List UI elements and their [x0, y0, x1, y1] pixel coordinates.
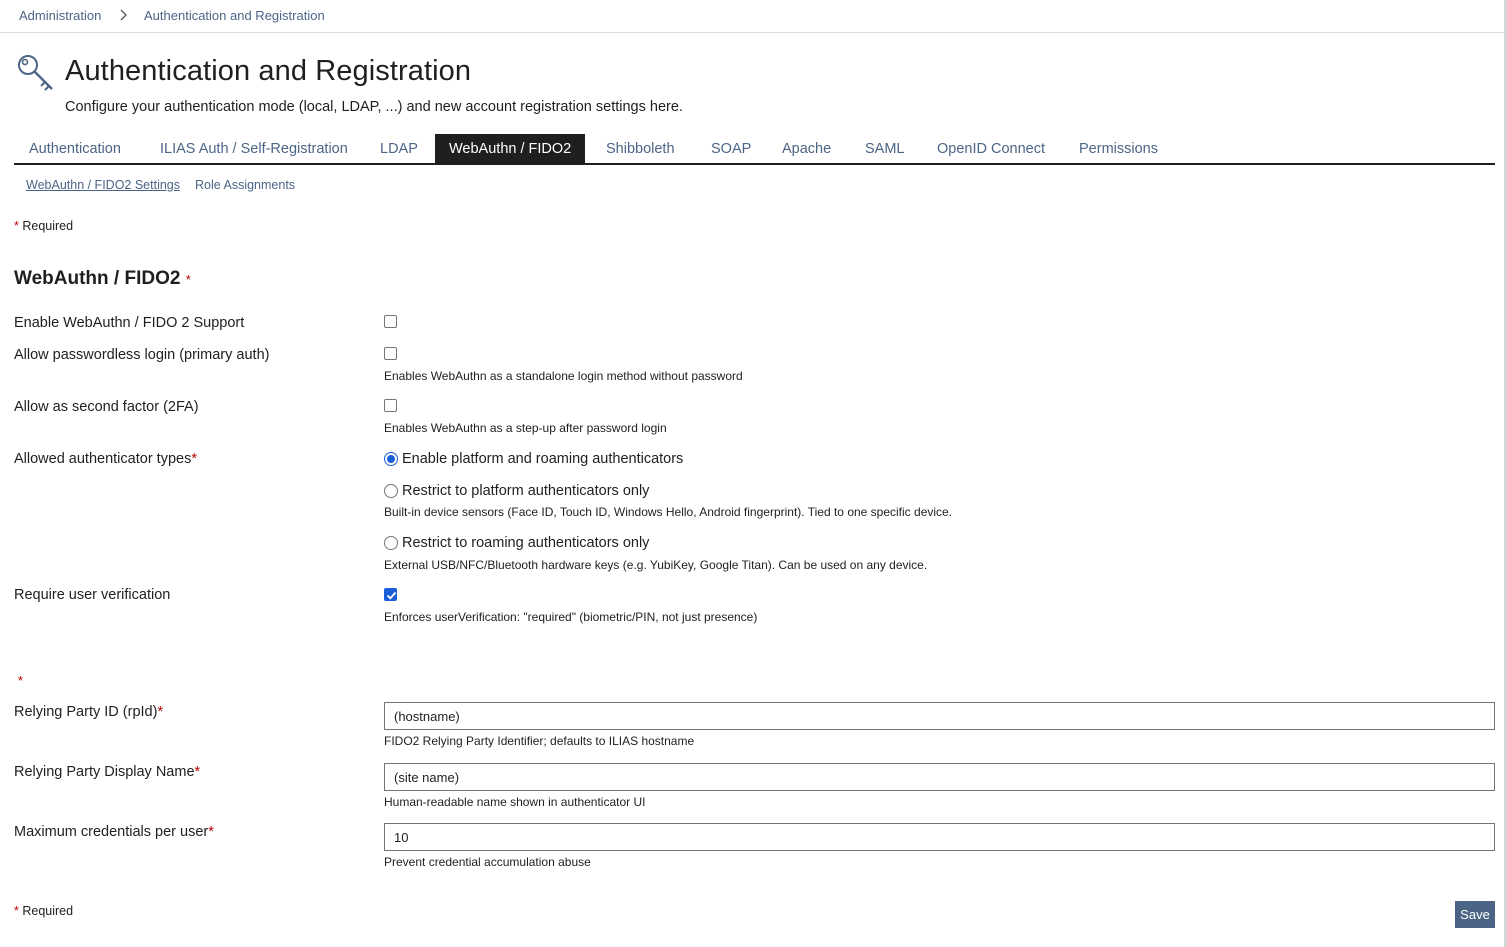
- key-icon: [16, 53, 58, 93]
- required-star: *: [191, 451, 197, 467]
- tab-saml[interactable]: SAML: [865, 141, 905, 157]
- tab-authentication[interactable]: Authentication: [29, 141, 121, 157]
- rp-name-input[interactable]: [384, 763, 1495, 791]
- tab-apache[interactable]: Apache: [782, 141, 832, 157]
- authenticator-types-label-text: Allowed authenticator types: [14, 451, 192, 467]
- page-description: Configure your authentication mode (local, LDAP, ...) and new account registration settings here.: [65, 99, 683, 115]
- max-credentials-label-text: Maximum credentials per user: [14, 824, 209, 840]
- radio-roaming-only-label[interactable]: Restrict to roaming authenticators only: [402, 535, 650, 551]
- enable-webauthn-checkbox[interactable]: [384, 315, 397, 328]
- required-text: Required: [22, 904, 74, 918]
- required-star: *: [157, 704, 164, 720]
- rp-name-label-text: Relying Party Display Name: [14, 764, 195, 780]
- main-tabs: [14, 134, 1495, 165]
- subtab-role-assignments[interactable]: Role Assignments: [195, 178, 296, 192]
- tab-ilias-auth[interactable]: ILIAS Auth / Self-Registration: [160, 141, 348, 157]
- roaming-only-byline: External USB/NFC/Bluetooth hardware keys (e.g. YubiKey, Google Titan). Can be used on any device.: [384, 558, 928, 572]
- rp-id-byline: FIDO2 Relying Party Identifier; defaults to ILIAS hostname: [384, 734, 695, 748]
- save-button[interactable]: Save: [1455, 901, 1495, 928]
- chevron-right-icon: [119, 8, 129, 22]
- second-factor-label: Allow as second factor (2FA): [14, 399, 199, 415]
- rp-name-label: [14, 764, 200, 780]
- radio-platform-only[interactable]: [384, 484, 398, 498]
- passwordless-checkbox[interactable]: [384, 347, 397, 360]
- user-verification-byline: Enforces userVerification: "required" (biometric/PIN, not just presence): [384, 610, 758, 624]
- tab-shibboleth[interactable]: Shibboleth: [606, 141, 675, 157]
- tab-soap[interactable]: SOAP: [711, 141, 752, 157]
- page-title: Authentication and Registration: [65, 55, 472, 87]
- tab-permissions[interactable]: Permissions: [1079, 141, 1158, 157]
- required-note-top: [14, 219, 73, 233]
- required-star: *: [14, 904, 19, 918]
- required-star: *: [208, 824, 214, 840]
- rp-id-label: [14, 704, 163, 720]
- checkmark-icon: [386, 590, 397, 601]
- breadcrumb-authentication-registration[interactable]: Authentication and Registration: [144, 8, 325, 23]
- tab-webauthn-fido2[interactable]: WebAuthn / FIDO2: [435, 134, 585, 163]
- platform-only-byline: Built-in device sensors (Face ID, Touch ID, Windows Hello, Android fingerprint). Tied to one specific device.: [384, 505, 953, 519]
- section-title: [14, 268, 191, 290]
- rp-id-input[interactable]: [384, 702, 1495, 730]
- required-star: *: [194, 764, 201, 780]
- second-factor-byline: Enables WebAuthn as a step-up after password login: [384, 421, 667, 435]
- user-verification-label: Require user verification: [14, 587, 171, 603]
- subsection-required-star: *: [18, 673, 24, 688]
- subtab-webauthn-settings[interactable]: WebAuthn / FIDO2 Settings: [26, 178, 181, 192]
- enable-webauthn-label: Enable WebAuthn / FIDO 2 Support: [14, 315, 245, 331]
- rp-name-byline: Human-readable name shown in authenticator UI: [384, 795, 646, 809]
- radio-roaming-only[interactable]: [384, 536, 398, 550]
- user-verification-checkbox[interactable]: [384, 588, 397, 601]
- max-credentials-input[interactable]: [384, 823, 1495, 851]
- passwordless-label: Allow passwordless login (primary auth): [14, 347, 270, 363]
- required-star: *: [185, 272, 191, 287]
- breadcrumb: [0, 0, 1504, 33]
- tab-openid-connect[interactable]: OpenID Connect: [937, 141, 1046, 157]
- max-credentials-byline: Prevent credential accumulation abuse: [384, 855, 591, 869]
- breadcrumb-administration[interactable]: Administration: [19, 8, 102, 23]
- authenticator-types-label: [14, 451, 197, 467]
- rp-id-label-text: Relying Party ID (rpId): [14, 704, 158, 720]
- max-credentials-label: [14, 824, 214, 840]
- required-note-bottom: [14, 904, 73, 918]
- radio-platform-only-label[interactable]: Restrict to platform authenticators only: [402, 483, 650, 499]
- passwordless-byline: Enables WebAuthn as a standalone login method without password: [384, 369, 743, 383]
- radio-platform-and-roaming-label[interactable]: Enable platform and roaming authenticators: [402, 451, 684, 467]
- required-text: Required: [22, 219, 74, 233]
- second-factor-checkbox[interactable]: [384, 399, 397, 412]
- section-title-text: WebAuthn / FIDO2: [14, 268, 181, 289]
- tab-ldap[interactable]: LDAP: [380, 141, 418, 157]
- radio-platform-and-roaming[interactable]: [384, 452, 398, 466]
- required-star: *: [14, 219, 19, 233]
